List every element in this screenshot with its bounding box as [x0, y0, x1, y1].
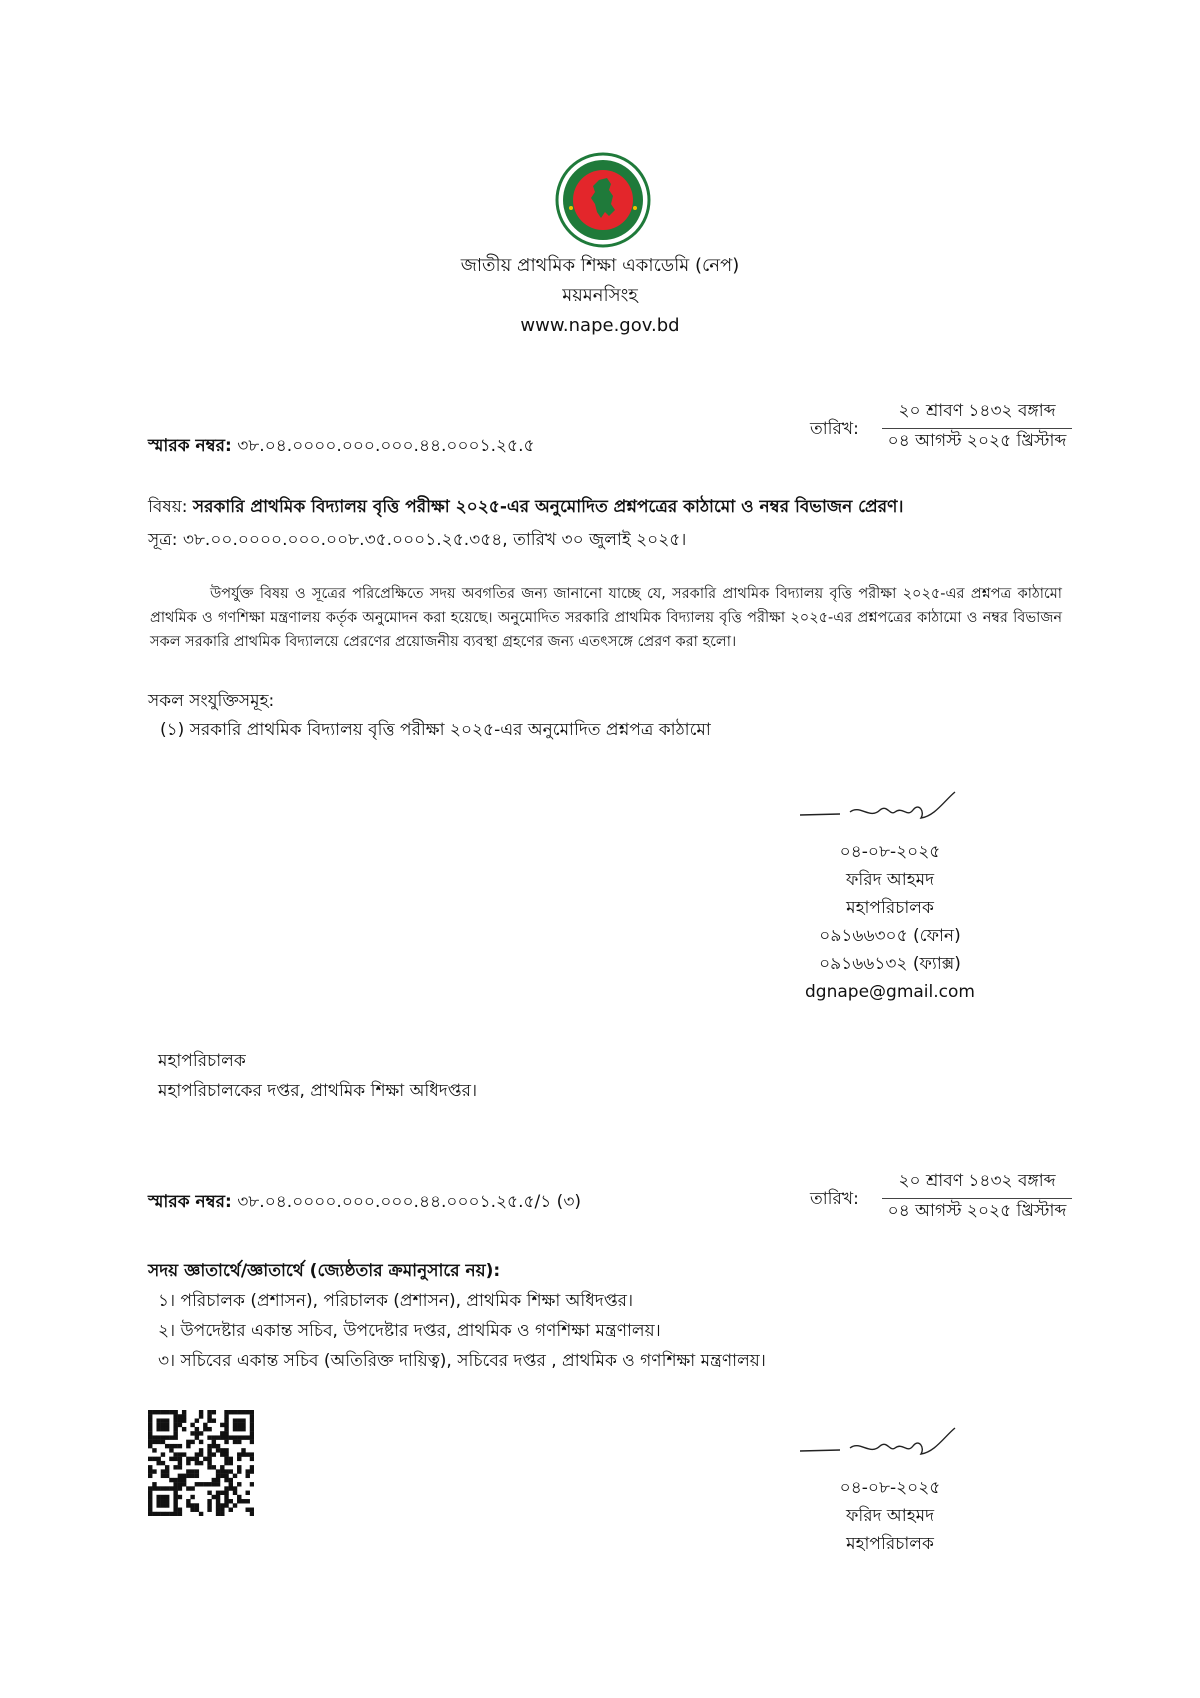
date-label-2: তারিখ:: [810, 1189, 859, 1209]
organization-city: ময়মনসিংহ: [562, 285, 638, 306]
distribution-item: ১। পরিচালক (প্রশাসন), পরিচালক (প্রশাসন), প্রাথমিক শিক্ষা অধিদপ্তর।: [158, 1291, 634, 1311]
distribution-item: ৩। সচিবের একান্ত সচিব (অতিরিক্ত দায়িত্ব), সচিবের দপ্তর , প্রাথমিক ও গণশিক্ষা মন্ত্রণালয়।: [158, 1351, 766, 1371]
subject-text: সরকারি প্রাথমিক বিদ্যালয় বৃত্তি পরীক্ষা ২০২৫-এর অনুমোদিত প্রশ্নপত্রের কাঠামো ও নম্বর বিভাজন প্রেরণ।: [192, 497, 904, 517]
signatory-name: ফরিদ আহমদ: [845, 870, 935, 890]
distribution-heading: সদয় জ্ঞাতার্থে/জ্ঞাতার্থে (জ্যেষ্ঠতার ক্রমানুসারে নয়):: [148, 1261, 501, 1281]
date-block-2: [810, 1168, 1090, 1228]
memo-number-2: ৩৮.০৪.০০০০.০০০.০০০.৪৪.০০০১.২৫.৫/১ (৩): [237, 1192, 582, 1212]
qr-code: [148, 1410, 254, 1516]
signatory-email[interactable]: dgnape@gmail.com: [805, 982, 975, 1002]
body-paragraph: উপর্যুক্ত বিষয় ও সূত্রের পরিপ্রেক্ষিতে সদয় অবগতির জন্য জানানো যাচ্ছে যে, সরকারি প্রাথমিক বিদ্যালয় বৃত্তি পরীক্ষা ২০২৫-এর প্রশ্নপত্র কাঠামো প্রাথমিক ও গণশিক্ষা মন্ত্রণালয় কর্তৃক অনুমোদন করা হয়েছে। অনুমোদিত সরকারি প্রাথমিক বিদ্যালয় বৃত্তি পরীক্ষা ২০২৫-এর প্রশ্নপত্রের কাঠামো ও নম্বর বিভাজন সকল সরকারি প্রাথমিক বিদ্যালয়ে প্রেরণের প্রয়োজনীয় ব্যবস্থা গ্রহণের জন্য এতৎসঙ্গে প্রেরণ করা হলো।: [150, 586, 1062, 650]
signature-date: ০৪-০৮-২০২৫: [839, 842, 941, 862]
signatory-name-2: ফরিদ আহমদ: [845, 1506, 935, 1526]
date-gregorian: ০৪ আগস্ট ২০২৫ খ্রিস্টাব্দ: [887, 431, 1067, 451]
recipient-title: মহাপরিচালক: [158, 1051, 246, 1071]
date-bangla-2: ২০ শ্রাবণ ১৪৩২ বঙ্গাব্দ: [882, 1168, 1072, 1199]
subject-label: বিষয়:: [148, 497, 188, 517]
signatory-designation-2: মহাপরিচালক: [846, 1534, 934, 1554]
signature-date-2: ০৪-০৮-২০২৫: [839, 1478, 941, 1498]
signature-image: [795, 782, 965, 832]
signature-block: [770, 838, 1010, 1006]
memo-number: ৩৮.০৪.০০০০.০০০.০০০.৪৪.০০০১.২৫.৫: [237, 436, 535, 456]
memo-number-line-2: [148, 1189, 581, 1217]
organization-name: জাতীয় প্রাথমিক শিক্ষা একাডেমি (নেপ): [460, 255, 740, 276]
date-gregorian-2: ০৪ আগস্ট ২০২৫ খ্রিস্টাব্দ: [887, 1201, 1067, 1221]
signature-image-2: [795, 1418, 965, 1468]
date-label: তারিখ:: [810, 419, 859, 439]
signatory-phone: ০৯১৬৬৩০৫ (ফোন): [819, 926, 961, 946]
attachments-heading: সকল সংযুক্তিসমূহ:: [148, 691, 275, 711]
signatory-designation: মহাপরিচালক: [846, 898, 934, 918]
signatory-fax: ০৯১৬৬১৩২ (ফ্যাক্স): [819, 954, 961, 974]
organization-website[interactable]: www.nape.gov.bd: [520, 315, 680, 336]
attachment-item[interactable]: (১) সরকারি প্রাথমিক বিদ্যালয় বৃত্তি পরীক্ষা ২০২৫-এর অনুমোদিত প্রশ্নপত্র কাঠামো: [160, 720, 711, 740]
signature-block-2: [770, 1474, 1010, 1558]
subject-line: [148, 494, 1088, 522]
government-seal-logo: [555, 152, 651, 248]
memo-label: স্মারক নম্বর:: [148, 436, 232, 456]
recipient-office: মহাপরিচালকের দপ্তর, প্রাথমিক শিক্ষা অধিদপ্তর।: [158, 1081, 478, 1101]
distribution-item: ২। উপদেষ্টার একান্ত সচিব, উপদেষ্টার দপ্তর, প্রাথমিক ও গণশিক্ষা মন্ত্রণালয়।: [158, 1321, 661, 1341]
memo-number-line: [148, 433, 535, 461]
memo-label-2: স্মারক নম্বর:: [148, 1192, 232, 1212]
reference-line: সূত্র: ৩৮.০০.০০০০.০০০.০০৮.৩৫.০০০১.২৫.৩৫৪, তারিখ ৩০ জুলাই ২০২৫।: [148, 530, 687, 550]
date-bangla: ২০ শ্রাবণ ১৪৩২ বঙ্গাব্দ: [882, 398, 1072, 429]
date-block: [810, 398, 1090, 458]
